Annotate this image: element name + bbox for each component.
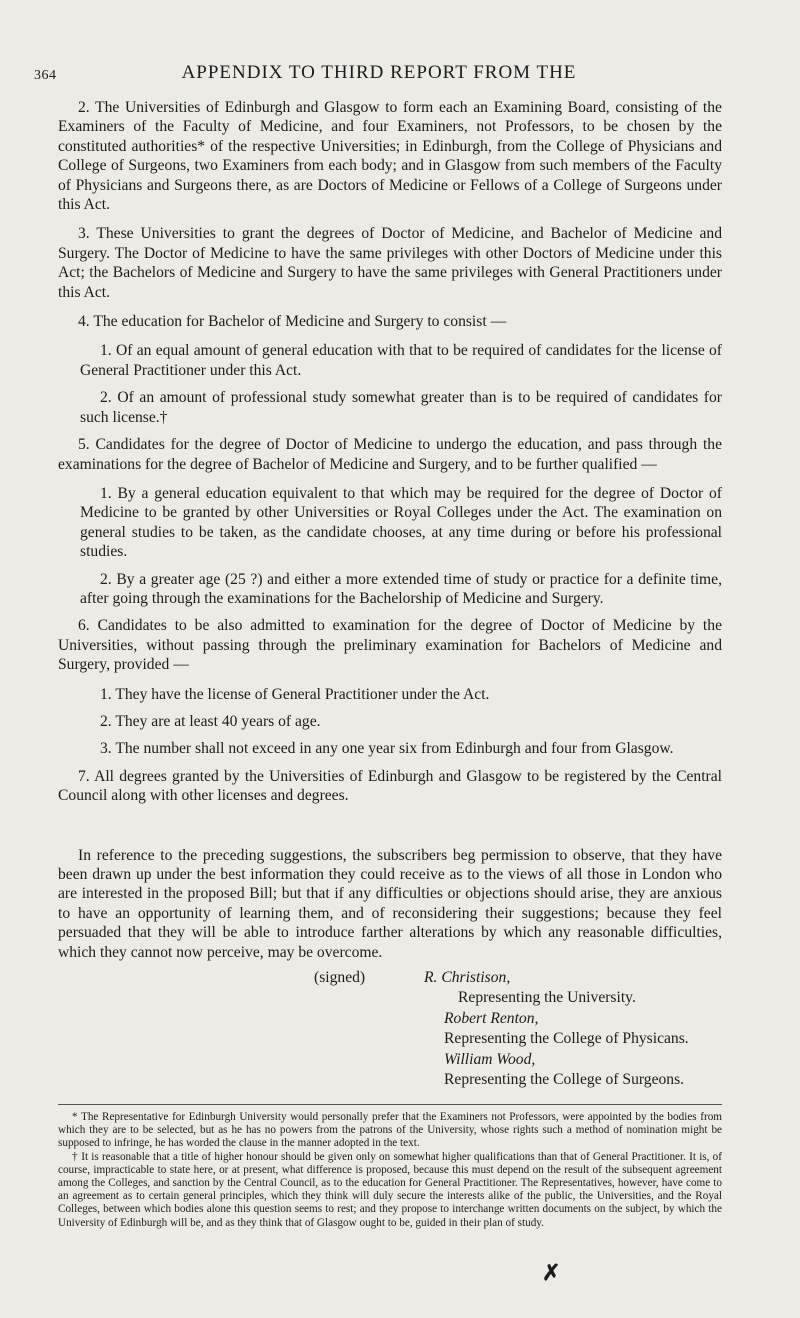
sub-clause (58, 685, 722, 704)
footnote-2: † It is reasonable that a title of higher honour should be given only on somewhat higher qualifications than that of General Practitioner. It is, of course, impracticable to state here, or at present, what difference is proposed, because this must depend on the result of the subsequent agreement among the Colleges, and sanction by the Central Council, as to the education for General Practitioner. The Representatives, however, have come to an agreement as to certain general principles, which they think will duly secure the interests alike of the public, the Universities, and the Royal Colleges, between which bodies alone this question seems to rest; and they propose to interchange written documents on the subject, by which the University of Edinburgh will be, and as they think that of Glasgow ought to be, guided in their plan of study. (58, 1150, 722, 1229)
signature-block (58, 962, 722, 1090)
signatory-1-name: R. Christison, (424, 969, 511, 987)
clause-number: 1. (100, 342, 112, 360)
clause-text: They have the license of General Practitioner under the Act. (115, 685, 490, 703)
clause-number: 2. (100, 712, 112, 730)
numbered-paragraph (58, 616, 722, 674)
page-number: 364 (34, 68, 57, 83)
clause-number: 4. (78, 313, 90, 331)
clause-text: The number shall not exceed in any one year six from Edinburgh and four from Glasgow. (115, 740, 674, 758)
clause-number: 1. (100, 484, 112, 502)
clause-text: Candidates for the degree of Doctor of Medicine to undergo the education, and pass through the examinations for the degree of Bachelor of Medicine and Surgery, and to be further qualified — (58, 436, 722, 473)
footnote-divider (58, 1104, 722, 1105)
closing-paragraph: In reference to the preceding suggestions, the subscribers beg permission to observe, that they have been drawn up under the best information they could receive as to the views of all those in London who are interested in the proposed Bill; but that if any difficulties or objections should arise, they are anxious to have an opportunity of learning them, and of reconsidering their suggestions; because they feel persuaded that they will be able to introduce farther alterations by which any reasonable difficulties, which they cannot now perceive, may be overcome. (58, 846, 722, 961)
paragraph-list (58, 98, 722, 806)
clause-text: All degrees granted by the Universities of Edinburgh and Glasgow to be registered by the Central Council along with other licenses and degrees. (58, 767, 722, 805)
sub-clause (58, 484, 722, 562)
clause-number: 6. (78, 617, 90, 635)
clause-number: 3. (78, 225, 90, 243)
signatory-3-role: Representing the College of Surgeons. (444, 1071, 685, 1089)
body-text (58, 98, 722, 1230)
signatory-1-role: Representing the University. (458, 989, 636, 1007)
clause-number: 3. (100, 740, 112, 758)
numbered-paragraph (58, 312, 722, 331)
signed-label: (signed) (314, 969, 366, 987)
page-header (34, 62, 724, 92)
clause-text: Of an amount of professional study somewhat greater than is to be required of candidates for such license.† (80, 389, 722, 426)
clause-number: 2. (100, 570, 112, 588)
signatory-2-role: Representing the College of Physicans. (444, 1030, 689, 1048)
clause-text: By a general education equivalent to that which may be required for the degree of Doctor of Medicine to be granted by other Universities or Royal Colleges under the Act. The examination on general studies to be taken, as the candidate chooses, at any time during or before his professional studies. (80, 484, 722, 561)
sub-clause (58, 712, 722, 731)
signatory-2-name: Robert Renton, (444, 1010, 539, 1028)
sub-clause (58, 570, 722, 609)
running-title: APPENDIX TO THIRD REPORT FROM THE (181, 62, 577, 83)
clause-number: 2. (78, 99, 90, 116)
clause-text: The Universities of Edinburgh and Glasgow to form each an Examining Board, consisting of the Examiners of the Faculty of Medicine, and four Examiners, not Professors, to be chosen by the constituted authorities* of the respective Universities; in Edinburgh, from the College of Physicians and College of Surgeons, two Examiners from each body; and in Glasgow from such members of the Faculty of Physicians and Surgeons there, as are Doctors of Medicine or Fellows of a College of Surgeons under this Act. (58, 99, 722, 214)
clause-number: 5. (78, 436, 90, 454)
footnote-1: * The Representative for Edinburgh University would personally prefer that the Examiners not Professors, were appointed by the bodies from which they are to be selected, but as he has no powers from the patrons of the University, whose rights such a method of nomination might be supposed to infringe, he has worded the clause in the manner adopted in the text. (58, 1111, 722, 1150)
sub-clause (58, 388, 722, 427)
clause-text: They are at least 40 years of age. (115, 712, 321, 730)
sub-clause (58, 739, 722, 758)
clause-number: 7. (78, 767, 90, 785)
numbered-paragraph (58, 767, 722, 806)
numbered-paragraph (58, 224, 722, 302)
clause-text: These Universities to grant the degrees of Doctor of Medicine, and Bachelor of Medicine and Surgery. The Doctor of Medicine to have the same privileges with other Doctors of Medicine under this Act; the Bachelors of Medicine and Surgery to have the same privileges with General Practitioners under this Act. (58, 225, 723, 301)
clause-text: The education for Bachelor of Medicine and Surgery to consist — (93, 313, 507, 331)
clause-number: 1. (100, 685, 112, 703)
signatory-3-name: William Wood, (444, 1051, 536, 1069)
handwritten-mark: ✗ (542, 1260, 561, 1285)
numbered-paragraph (58, 435, 722, 474)
clause-text: By a greater age (25 ?) and either a more extended time of study or practice for a definite time, after going through the examinations for the Bachelorship of Medicine and Surgery. (80, 570, 723, 607)
clause-text: Candidates to be also admitted to examination for the degree of Doctor of Medicine by the Universities, without passing through the preliminary examination for Bachelors of Medicine and Surgery, provided — (58, 617, 722, 674)
numbered-paragraph (58, 98, 722, 214)
sub-clause (58, 341, 722, 380)
clause-number: 2. (100, 389, 112, 407)
clause-text: Of an equal amount of general education with that to be required of candidates for the license of General Practitioner under this Act. (80, 342, 722, 379)
